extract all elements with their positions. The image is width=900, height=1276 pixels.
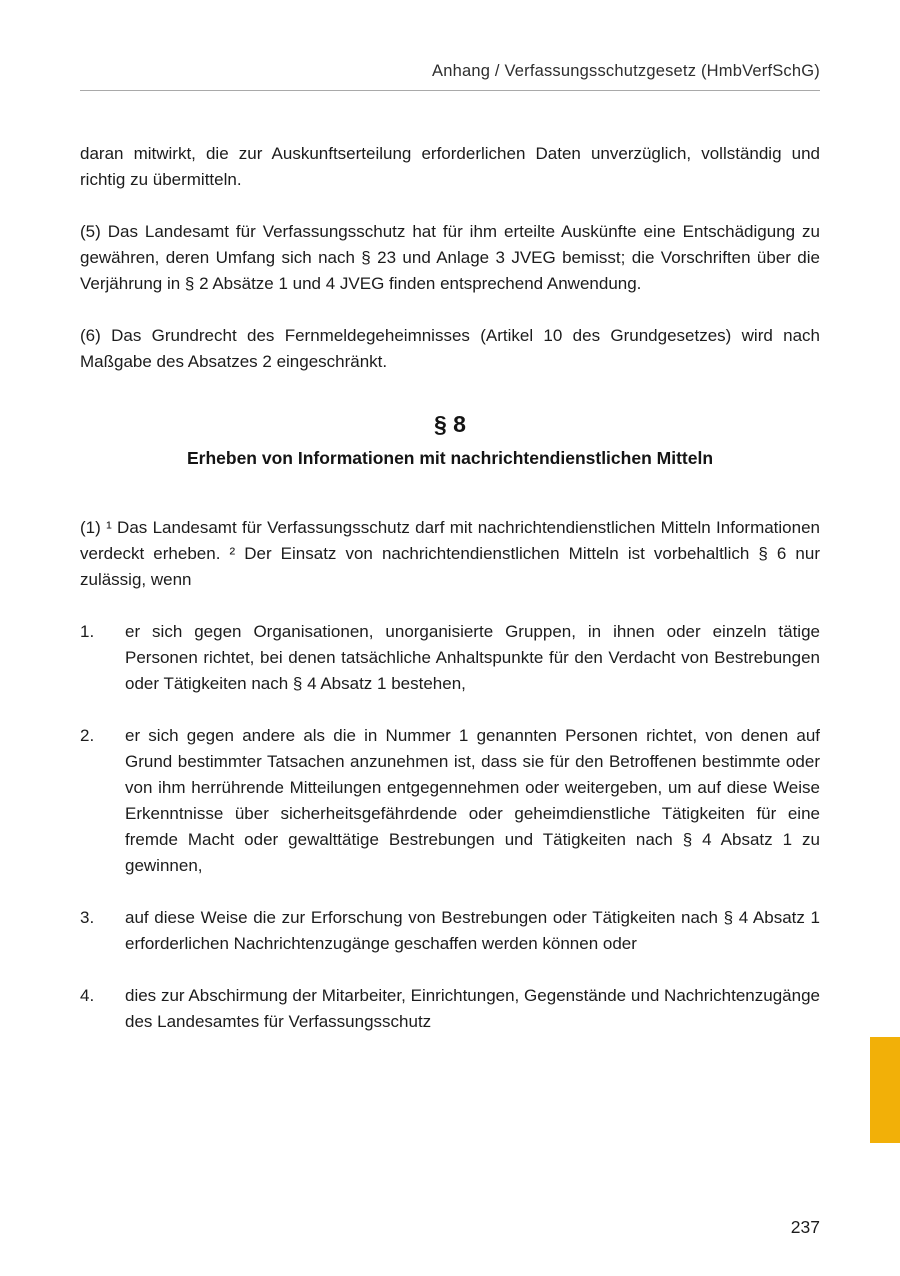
running-header: Anhang / Verfassungsschutzgesetz (HmbVerfSchG) bbox=[432, 62, 820, 80]
list-item-text: dies zur Abschirmung der Mitarbeiter, Einrichtungen, Gegenstände und Nachrichtenzugänge des Landesamtes für Verfassungsschutz bbox=[125, 986, 820, 1031]
list-item bbox=[80, 723, 820, 879]
list-item bbox=[80, 905, 820, 957]
list-item-text: auf diese Weise die zur Erforschung von Bestrebungen oder Tätigkeiten nach § 4 Absatz 1 erforderlichen Nachrichtenzugänge geschaffen werden können oder bbox=[125, 908, 820, 953]
list-item bbox=[80, 983, 820, 1035]
paragraph: (1) ¹ Das Landesamt für Verfassungsschutz darf mit nachrichtendienstlichen Mitteln Informationen verdeckt erheben. ² Der Einsatz von nachrichtendienstlichen Mitteln ist vorbehaltlich § 6 nur zulässig, wenn bbox=[80, 518, 820, 589]
list-item-text: er sich gegen Organisationen, unorganisierte Gruppen, in ihnen oder einzeln tätige Personen richtet, bei denen tatsächliche Anhaltspunkte für den Verdacht von Bestrebungen oder Tätigkeiten nach § 4 Absatz 1 bestehen, bbox=[125, 622, 820, 693]
section-title: Erheben von Informationen mit nachrichtendienstlichen Mitteln bbox=[186, 448, 714, 468]
edge-tab-marker bbox=[870, 1037, 900, 1143]
page-header bbox=[0, 0, 900, 91]
list-item-number: 1. bbox=[80, 622, 95, 641]
page-content bbox=[80, 141, 820, 1035]
numbered-list bbox=[80, 619, 820, 1035]
paragraph: (5) Das Landesamt für Verfassungsschutz hat für ihm erteilte Auskünfte eine Entschädigung zu gewähren, deren Umfang sich nach § 23 und Anlage 3 JVEG bemisst; die Vorschriften über die Verjährung in § 2 Absätze 1 und 4 JVEG finden entsprechend Anwendung. bbox=[80, 222, 820, 293]
header-divider bbox=[80, 90, 820, 91]
list-item-number: 3. bbox=[80, 908, 95, 927]
paragraph: (6) Das Grundrecht des Fernmeldegeheimnisses (Artikel 10 des Grundgesetzes) wird nach Maßgabe des Absatzes 2 eingeschränkt. bbox=[80, 326, 820, 371]
list-item bbox=[80, 619, 820, 697]
section-number: § 8 bbox=[434, 411, 466, 437]
list-item-text: er sich gegen andere als die in Nummer 1 genannten Personen richtet, von denen auf Grund bestimmter Tatsachen anzunehmen ist, dass sie für den Betroffenen bestimmte oder von ihm herrührende Mitteilungen entgegennehmen oder weitergeben, um auf diese Weise Erkenntnisse über sicherheitsgefährdende oder geheimdienstliche Tätigkeiten für eine fremde Macht oder gewalttätige Bestrebungen und Tätigkeiten nach § 4 Absatz 1 zu gewinnen, bbox=[125, 726, 820, 875]
list-item-number: 4. bbox=[80, 986, 95, 1005]
paragraph: daran mitwirkt, die zur Auskunftserteilung erforderlichen Daten unverzüglich, vollständig und richtig zu übermitteln. bbox=[80, 144, 820, 189]
page-number: 237 bbox=[790, 1217, 820, 1237]
list-item-number: 2. bbox=[80, 726, 95, 745]
